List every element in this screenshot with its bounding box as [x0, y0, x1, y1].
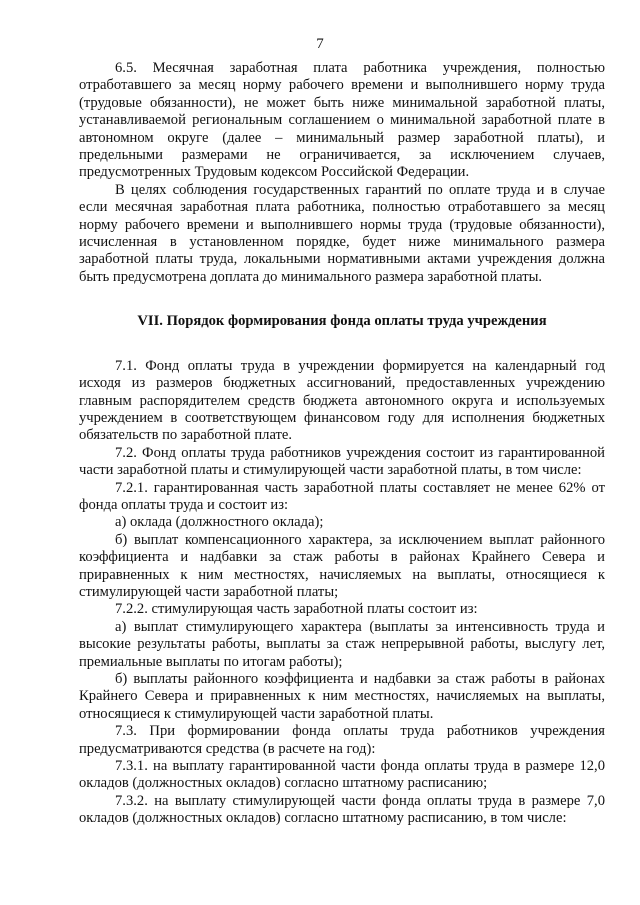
paragraph-7-3-1: 7.3.1. на выплату гарантированной части фонда оплаты труда в размере 12,0 окладов (должностных окладов) согласно штатному расписанию; — [79, 758, 605, 792]
paragraph-7-2-1: 7.2.1. гарантированная часть заработной платы составляет не менее 62% от фонда оплаты труда и состоит из: — [79, 479, 605, 513]
paragraph-7-2-2-b: б) выплаты районного коэффициента и надбавки за стаж работы в районах Крайнего Севера и приравненных к ним местностях, начисляемых на выплаты, относящиеся к стимулирующей части заработной платы. — [79, 671, 605, 722]
paragraph-6-5: 6.5. Месячная заработная плата работника учреждения, полностью отработавшего за месяц норму рабочего времени и выполнившего норму труда (трудовые обязанности), не может быть ниже минимальной заработной платы, устанавливаемой региональным соглашением о минимальной заработной плате в автономном округе (далее – минимальный размер заработной платы), и предельными размерами не ограничивается, за исключением случаев, предусмотренных Трудовым кодексом Российской Федерации. — [79, 60, 605, 181]
paragraph-7-2-1-b: б) выплат компенсационного характера, за исключением выплат районного коэффициента и надбавки за стаж работы в районах Крайнего Севера и приравненных к ним местностях, начисляемых на выплаты, относящиеся к стимулирующей части заработной платы; — [79, 531, 605, 600]
paragraph-7-2: 7.2. Фонд оплаты труда работников учреждения состоит из гарантированной части заработной платы и стимулирующей части заработной платы, в том числе: — [79, 444, 605, 479]
document-body — [79, 60, 605, 828]
paragraph-7-2-2-a: а) выплат стимулирующего характера (выплаты за интенсивность труда и высокие результаты работы, выплаты за стаж непрерывной работы, выслугу лет, премиальные выплаты по итогам работы); — [79, 618, 605, 670]
spacer — [79, 286, 605, 313]
paragraph-7-1: 7.1. Фонд оплаты труда в учреждении формируется на календарный год исходя из размеров бюджетных ассигнований, предоставленных учреждению главным распорядителем средств бюджета автономного округа и используемых учреждением в соответствующем финансовом году для исполнения бюджетных обязательств по заработной плате. — [79, 357, 605, 444]
paragraph-7-3-2: 7.3.2. на выплату стимулирующей части фонда оплаты труда в размере 7,0 окладов (должностных окладов) согласно штатному расписанию, в том числе: — [79, 792, 605, 827]
spacer — [79, 331, 605, 358]
paragraph-7-3: 7.3. При формировании фонда оплаты труда работников учреждения предусматриваются средства (в расчете на год): — [79, 723, 605, 757]
paragraph-7-2-1-a: а) оклада (должностного оклада); — [115, 514, 324, 531]
page-number: 7 — [316, 36, 324, 52]
paragraph-7-2-2: 7.2.2. стимулирующая часть заработной платы состоит из: — [115, 601, 478, 618]
section-7-heading: VII. Порядок формирования фонда оплаты труда учреждения — [137, 313, 547, 330]
paragraph-6-5-guarantee: В целях соблюдения государственных гарантий по оплате труда и в случае если месячная заработная плата работника, полностью отработавшего за месяц норму рабочего времени и выполнившего нормы труда (трудовые обязанности), исчисленная в установленном порядке, будет ниже минимального размера заработной платы труда, локальными нормативными актами учреждения должна быть предусмотрена доплата до минимального размера заработной платы. — [79, 181, 605, 285]
